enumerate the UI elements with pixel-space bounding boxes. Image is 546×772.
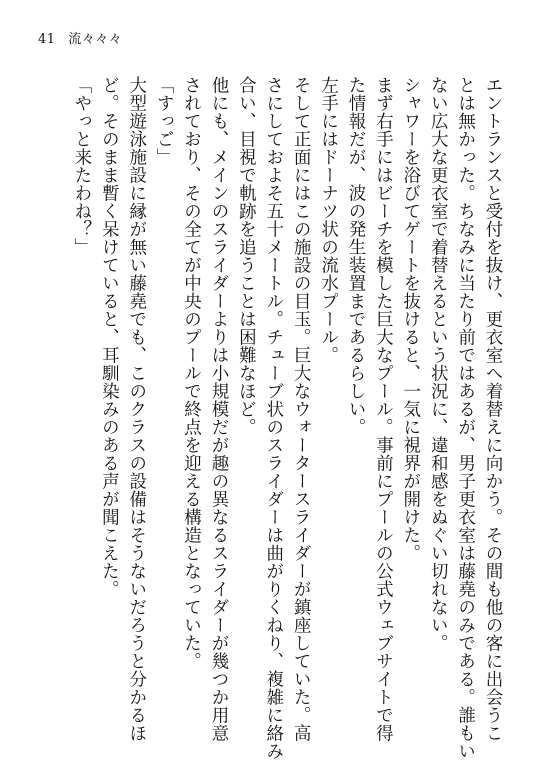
- text-line: エントランスと受付を抜け、更衣室へ着替えに向かう。その間も他の客に出会うこ: [483, 76, 503, 742]
- text-line: 「やっと来たわね？」: [71, 76, 92, 256]
- text-line: とは無かった。ちなみに当たり前ではあるが、男子更衣室は藤堯のみである。誰もい: [455, 76, 476, 760]
- body-text: [44, 76, 506, 760]
- text-line: 「すっご」: [154, 76, 175, 166]
- text-line: 左手にはドーナツ状の流水プール。: [318, 76, 339, 364]
- text-line: た情報だが、波の発生装置まであるらしい。: [345, 76, 366, 436]
- chapter-title: 流々々々: [68, 32, 123, 47]
- text-line: ど。そのまま暫く呆けていると、耳馴染みのある声が聞こえた。: [99, 76, 120, 598]
- text-line: そして正面にはこの施設の目玉。巨大なウォータースライダーが鎮座していた。高: [291, 76, 312, 742]
- text-line: シャワーを浴びてゲートを抜けると、一気に視界が開けた。: [400, 76, 421, 562]
- text-line: まず右手にはビーチを模した巨大なプール。事前にプールの公式ウェブサイトで得: [373, 76, 394, 742]
- text-line: されており、その全てが中央のプールで終点を迎える構造となっていた。: [181, 76, 202, 670]
- text-line: さにしておよそ五十メートル。チューブ状のスライダーは曲がりくねり、複雑に絡み: [263, 76, 284, 760]
- page-header: [38, 28, 122, 47]
- page-number: 41: [38, 32, 56, 47]
- text-line: 大型遊泳施設に縁が無い藤堯でも、このクラスの設備はそうないだろうと分かるほ: [126, 76, 147, 742]
- text-line: 合い、目視で軌跡を追うことは困難なほど。: [236, 76, 257, 436]
- text-line: 他にも、メインのスライダーよりは小規模だが趣の異なるスライダーが幾つか用意: [208, 76, 229, 742]
- text-line: ない広大な更衣室で着替えるという状況に、違和感をぬぐい切れない。: [428, 76, 449, 652]
